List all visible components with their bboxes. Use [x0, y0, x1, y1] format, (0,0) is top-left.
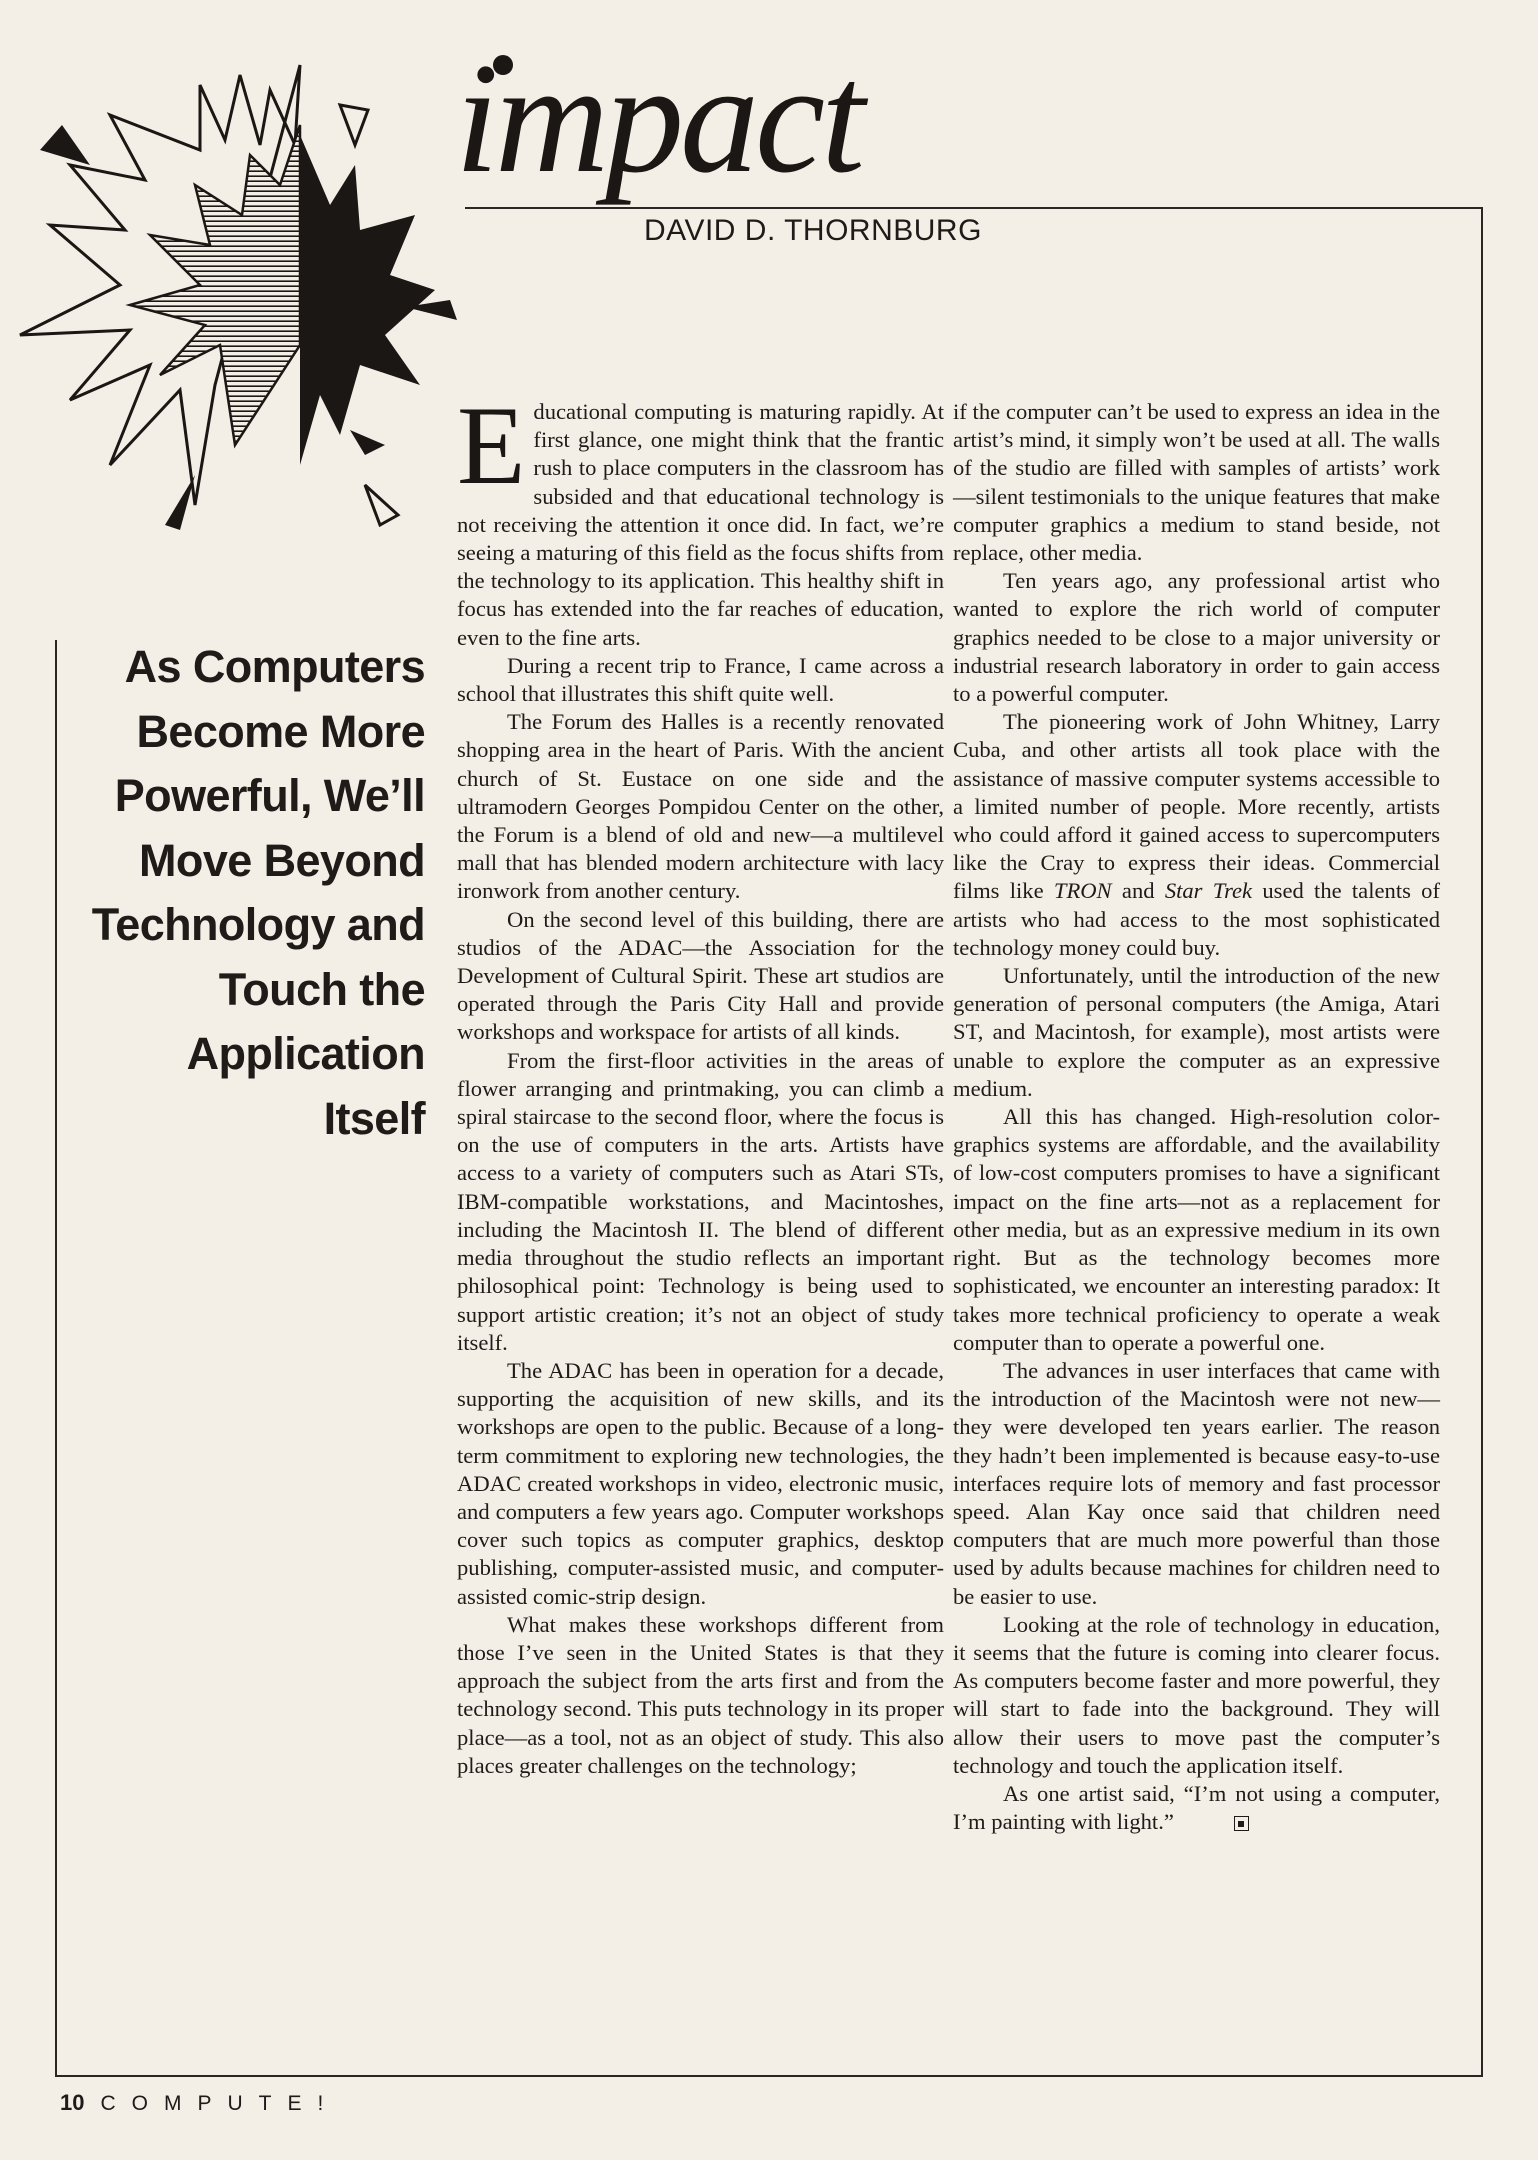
- drop-cap: E: [457, 384, 526, 508]
- article-paragraph: From the first-floor activities in the areas of flower arranging and printmaking, you can climb a spiral staircase to the second floor, where the focus is on the use of computers in the arts. Artists have access to a variety of computers such as Atari STs, IBM-compatible workstations, and Macintoshes, including the Macintosh II. The blend of different media throughout the studio reflects an important philosophical point: Technology is being used to support artistic creation; it’s not an object of study itself.: [457, 1047, 944, 1355]
- frame-rule-right: [1481, 207, 1483, 2075]
- section-title: impact: [455, 31, 862, 206]
- frame-rule-top: [465, 207, 1483, 209]
- article-paragraph: On the second level of this building, there are studios of the ADAC—the Association for the Development of Cultural Spirit. These art studios are operated through the Paris City Hall and provide workshops and workspace for artists of all kinds.: [457, 906, 944, 1045]
- film-title: TRON: [1053, 878, 1112, 904]
- article-paragraph: Looking at the role of technology in education, it seems that the future is coming into clearer focus. As computers become faster and more powerful, they will start to fade into the background. They will allow their users to move past the computer’s technology and touch the application itself.: [953, 1611, 1440, 1778]
- page-number: 10: [60, 2090, 85, 2115]
- end-of-article-icon: [1234, 1816, 1249, 1831]
- article-paragraph: The pioneering work of John Whitney, Larry Cuba, and other artists all took place with the assistance of massive computer systems accessible to a limited number of people. More recently, artists who could afford it gained access to supercomputers like the Cray to express their ideas. Commercial films like TRON and Star Trek used the talents of artists who had access to the most sophisticated technology money could buy.: [953, 709, 1440, 960]
- article-paragraph: During a recent trip to France, I came across a school that illustrates this shift quite well.: [457, 652, 944, 707]
- page-footer: [60, 2090, 339, 2116]
- article-paragraph: Ten years ago, any professional artist who wanted to explore the rich world of computer graphics needed to be close to a major university or industrial research laboratory in order to gain access to a powerful computer.: [953, 568, 1440, 707]
- article-paragraph: Educational computing is maturing rapidly. At first glance, one might think that the frantic rush to place computers in the classroom has subsided and that educational technology is not receiving the attention it once did. In fact, we’re seeing a maturing of this field as the focus shifts from the technology to its application. This healthy shift in focus has extended into the far reaches of education, even to the fine arts.: [457, 384, 944, 650]
- article-paragraph: Unfortunately, until the introduction of the new generation of personal computers (the Amiga, Atari ST, and Macintosh, for example), most artists were unable to explore the computer as an expressive medium.: [953, 963, 1440, 1101]
- article-paragraph: if the computer can’t be used to express an idea in the artist’s mind, it simply won’t be used at all. The walls of the studio are filled with samples of artists’ work—silent testimonials to the unique features that make computer graphics a medium to stand beside, not replace, other media.: [953, 399, 1440, 566]
- article-paragraph: The Forum des Halles is a recently renovated shopping area in the heart of Paris. With the ancient church of St. Eustace on one side and the ultramodern Georges Pompidou Center on the other, the Forum is a blend of old and new—a multilevel mall that has blended modern architecture with lacy ironwork from another century.: [457, 709, 944, 904]
- frame-rule-left: [55, 640, 57, 2077]
- pull-quote: As Computers Become More Powerful, We’ll Move Beyond Technology and Touch the Application Itself: [91, 641, 425, 1144]
- magazine-name: COMPUTE!: [100, 2092, 340, 2115]
- film-title: Star Trek: [1164, 878, 1253, 904]
- frame-rule-bottom: [55, 2075, 1483, 2077]
- starburst-illustration: [10, 45, 470, 545]
- article-paragraph: The ADAC has been in operation for a decade, supporting the acquisition of new skills, and its workshops are open to the public. Because of a long-term commitment to exploring new technologies, the ADAC created workshops in video, electronic music, and computers a few years ago. Computer workshops cover such topics as computer graphics, desktop publishing, computer-assisted music, and computer-assisted comic-strip design.: [457, 1357, 944, 1609]
- article-paragraph: As one artist said, “I’m not using a computer, I’m painting with light.”: [953, 1780, 1440, 1835]
- article-paragraph: What makes these workshops different from those I’ve seen in the United States is that they approach the subject from the arts first and from the technology second. This puts technology in its proper place—as a tool, not as an object of study. This also places greater challenges on the technology;: [457, 1611, 944, 1778]
- author-byline: DAVID D. THORNBURG: [644, 214, 982, 247]
- article-column-1: [457, 384, 944, 1780]
- debris-shard: [40, 125, 90, 165]
- article-column-2: [953, 398, 1440, 1836]
- article-paragraph: All this has changed. High-resolution color-graphics systems are affordable, and the availability of low-cost computers promises to have a significant impact on the fine arts—not as a replacement for other media, but as an expressive medium in its own right. But as the technology becomes more sophisticated, we encounter an interesting paradox: It takes more technical proficiency to operate a weak computer than to operate a powerful one.: [953, 1104, 1440, 1355]
- article-paragraph: The advances in user interfaces that came with the introduction of the Macintosh were not new—they were developed ten years earlier. The reason they hadn’t been implemented is because easy-to-use interfaces require lots of memory and fast processor speed. Alan Kay once said that children need computers that are much more powerful than those used by adults because machines for children need to be easier to use.: [953, 1357, 1440, 1609]
